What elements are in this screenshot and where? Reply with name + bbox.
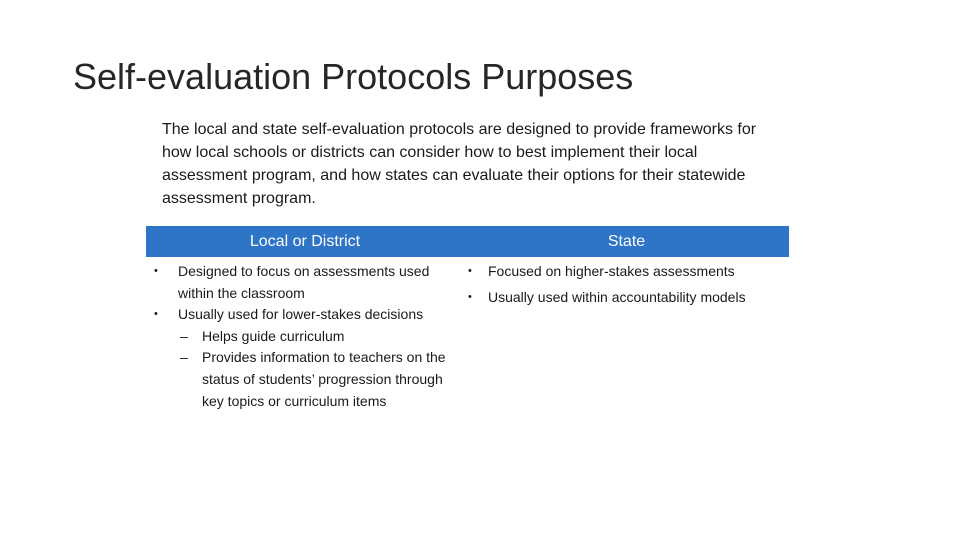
local-bullet-text: Designed to focus on assessments used within the classroom <box>178 263 430 301</box>
state-bullet-text: Usually used within accountability models <box>488 288 746 305</box>
local-bullet-item <box>146 304 464 412</box>
local-sub-text: Helps guide curriculum <box>202 327 345 344</box>
local-bullet-list <box>146 261 464 412</box>
local-sub-list <box>178 326 446 412</box>
state-bullet-item <box>464 261 789 283</box>
table-header-row <box>146 226 789 257</box>
intro-paragraph: The local and state self-evaluation protocols are designed to provide frameworks for how local schools or districts can consider how to best implement their local assessment program, and how states can evaluate their options for their statewide assessment program. <box>162 121 757 207</box>
table-body-row <box>146 261 789 412</box>
header-local-or-district: Local or District <box>249 233 361 250</box>
local-bullet-text: Usually used for lower-stakes decisions <box>178 306 424 323</box>
local-sub-item <box>178 326 446 348</box>
state-bullet-list <box>464 261 789 308</box>
local-column <box>146 261 464 412</box>
local-bullet-item <box>146 261 464 304</box>
state-bullet-item <box>464 287 789 309</box>
local-sub-text: Provides information to teachers on the status of students’ progression through key topics or curriculum items <box>202 349 446 409</box>
state-column <box>464 261 789 412</box>
local-sub-item <box>178 347 446 412</box>
header-state: State <box>607 233 646 250</box>
slide-title: Self-evaluation Protocols Purposes <box>73 56 634 97</box>
state-bullet-text: Focused on higher-stakes assessments <box>488 263 735 279</box>
comparison-table <box>146 226 789 412</box>
